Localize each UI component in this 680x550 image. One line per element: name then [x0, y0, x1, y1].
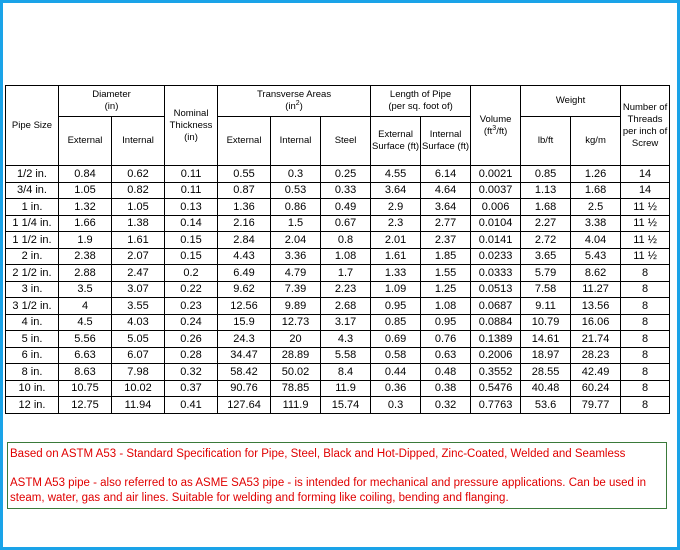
table-cell: 0.38	[421, 380, 471, 397]
table-cell: 2.07	[112, 248, 165, 265]
table-cell: 0.84	[59, 166, 112, 183]
header-internal-surface: Internal Surface (ft)	[421, 117, 471, 166]
table-cell: 0.32	[165, 364, 218, 381]
table-cell: 8	[621, 281, 670, 298]
table-cell: 0.95	[371, 298, 421, 315]
header-length-of-pipe	[371, 86, 471, 117]
header-area-internal: Internal	[271, 117, 321, 166]
table-cell: 6.07	[112, 347, 165, 364]
table-cell: 11 ½	[621, 199, 670, 216]
table-cell: 79.77	[571, 397, 621, 414]
table-cell: 28.23	[571, 347, 621, 364]
header-length-label: Length of Pipe	[389, 89, 452, 100]
table-cell: 0.32	[421, 397, 471, 414]
table-cell: 12.56	[218, 298, 271, 315]
table-cell: 0.11	[165, 182, 218, 199]
table-cell: 111.9	[271, 397, 321, 414]
table-cell: 42.49	[571, 364, 621, 381]
header-volume	[471, 86, 521, 166]
table-cell: 6.49	[218, 265, 271, 282]
table-cell: 0.23	[165, 298, 218, 315]
table-cell: 7.58	[521, 281, 571, 298]
table-cell: 5.79	[521, 265, 571, 282]
table-cell: 9.11	[521, 298, 571, 315]
table-cell: 0.3	[271, 166, 321, 183]
table-cell: 12.75	[59, 397, 112, 414]
table-cell: 0.13	[165, 199, 218, 216]
table-cell: 0.63	[421, 347, 471, 364]
header-weight-kg-m: kg/m	[571, 117, 621, 166]
table-row	[6, 364, 670, 381]
table-row	[6, 166, 670, 183]
table-cell: 0.87	[218, 182, 271, 199]
table-row	[6, 281, 670, 298]
table-cell: 1.5	[271, 215, 321, 232]
pipe-size-cell: 10 in.	[6, 380, 59, 397]
table-cell: 0.62	[112, 166, 165, 183]
header-diameter-external: External	[59, 117, 112, 166]
header-external-surface: External Surface (ft)	[371, 117, 421, 166]
table-cell: 8.62	[571, 265, 621, 282]
table-cell: 8	[621, 347, 670, 364]
header-nominal-thickness: Nominal Thickness (in)	[165, 86, 218, 166]
table-cell: 8	[621, 397, 670, 414]
table-cell: 0.0021	[471, 166, 521, 183]
table-cell: 1.38	[112, 215, 165, 232]
table-cell: 18.97	[521, 347, 571, 364]
table-cell: 1.13	[521, 182, 571, 199]
table-cell: 2.5	[571, 199, 621, 216]
pipe-size-cell: 4 in.	[6, 314, 59, 331]
table-cell: 0.0884	[471, 314, 521, 331]
table-cell: 10.79	[521, 314, 571, 331]
table-cell: 0.0333	[471, 265, 521, 282]
table-cell: 4.04	[571, 232, 621, 249]
table-cell: 4	[59, 298, 112, 315]
header-volume-unit: $(ft^3/ft)$	[483, 124, 508, 137]
table-cell: 3.07	[112, 281, 165, 298]
table-cell: 8	[621, 314, 670, 331]
table-cell: 5.43	[571, 248, 621, 265]
table-cell: 16.06	[571, 314, 621, 331]
table-cell: 0.33	[321, 182, 371, 199]
table-cell: 0.28	[165, 347, 218, 364]
table-cell: 0.006	[471, 199, 521, 216]
table-cell: 9.62	[218, 281, 271, 298]
table-row	[6, 331, 670, 348]
table-cell: 1.08	[321, 248, 371, 265]
table-cell: 4.5	[59, 314, 112, 331]
table-row	[6, 347, 670, 364]
pipe-size-cell: 3/4 in.	[6, 182, 59, 199]
table-cell: 40.48	[521, 380, 571, 397]
table-cell: 1.61	[371, 248, 421, 265]
table-cell: 0.85	[371, 314, 421, 331]
table-cell: 1.32	[59, 199, 112, 216]
pipe-size-cell: 1 in.	[6, 199, 59, 216]
table-cell: 15.9	[218, 314, 271, 331]
table-cell: 1.9	[59, 232, 112, 249]
table-cell: 2.27	[521, 215, 571, 232]
table-cell: 8	[621, 331, 670, 348]
table-cell: 1.68	[521, 199, 571, 216]
table-cell: 0.0233	[471, 248, 521, 265]
table-cell: 3.36	[271, 248, 321, 265]
table-cell: 0.15	[165, 248, 218, 265]
table-cell: 0.3552	[471, 364, 521, 381]
table-cell: 1.05	[59, 182, 112, 199]
pipe-size-cell: 8 in.	[6, 364, 59, 381]
table-cell: 13.56	[571, 298, 621, 315]
table-cell: 11 ½	[621, 215, 670, 232]
table-cell: 3.17	[321, 314, 371, 331]
table-cell: 14	[621, 166, 670, 183]
header-weight-lb-ft: lb/ft	[521, 117, 571, 166]
table-cell: 50.02	[271, 364, 321, 381]
table-cell: 10.02	[112, 380, 165, 397]
table-row	[6, 265, 670, 282]
table-cell: 53.6	[521, 397, 571, 414]
header-weight: Weight	[521, 86, 621, 117]
table-cell: 1.33	[371, 265, 421, 282]
pipe-size-cell: 1/2 in.	[6, 166, 59, 183]
table-cell: 0.26	[165, 331, 218, 348]
table-cell: 2.37	[421, 232, 471, 249]
table-cell: 0.2006	[471, 347, 521, 364]
pipe-size-cell: 2 1/2 in.	[6, 265, 59, 282]
pipe-size-cell: 12 in.	[6, 397, 59, 414]
header-transverse-areas	[218, 86, 371, 117]
table-cell: 3.55	[112, 298, 165, 315]
table-cell: 1.09	[371, 281, 421, 298]
table-cell: 8	[621, 298, 670, 315]
table-cell: 12.73	[271, 314, 321, 331]
table-cell: 3.38	[571, 215, 621, 232]
table-cell: 0.58	[371, 347, 421, 364]
table-cell: 10.75	[59, 380, 112, 397]
table-cell: 2.84	[218, 232, 271, 249]
table-cell: 2.16	[218, 215, 271, 232]
table-row	[6, 314, 670, 331]
table-cell: 3.5	[59, 281, 112, 298]
table-cell: 0.0141	[471, 232, 521, 249]
table-cell: 0.37	[165, 380, 218, 397]
table-cell: 11 ½	[621, 232, 670, 249]
table-cell: 0.22	[165, 281, 218, 298]
table-cell: 1.85	[421, 248, 471, 265]
table-cell: 0.95	[421, 314, 471, 331]
header-row-top	[6, 86, 670, 117]
table-cell: 28.55	[521, 364, 571, 381]
table-cell: 2.01	[371, 232, 421, 249]
table-cell: 127.64	[218, 397, 271, 414]
table-cell: 2.23	[321, 281, 371, 298]
pipe-size-cell: 1 1/2 in.	[6, 232, 59, 249]
table-cell: 0.53	[271, 182, 321, 199]
table-row	[6, 380, 670, 397]
table-cell: 0.7763	[471, 397, 521, 414]
table-cell: 0.11	[165, 166, 218, 183]
table-cell: 0.25	[321, 166, 371, 183]
table-cell: 0.69	[371, 331, 421, 348]
table-row	[6, 298, 670, 315]
table-cell: 24.3	[218, 331, 271, 348]
table-cell: 8	[621, 380, 670, 397]
table-cell: 4.79	[271, 265, 321, 282]
header-area-steel: Steel	[321, 117, 371, 166]
table-cell: 6.14	[421, 166, 471, 183]
table-cell: 15.74	[321, 397, 371, 414]
table-cell: 6.63	[59, 347, 112, 364]
table-cell: 21.74	[571, 331, 621, 348]
table-cell: 0.82	[112, 182, 165, 199]
table-cell: 0.55	[218, 166, 271, 183]
table-cell: 34.47	[218, 347, 271, 364]
table-cell: 0.8	[321, 232, 371, 249]
table-row	[6, 248, 670, 265]
table-cell: 1.66	[59, 215, 112, 232]
table-row	[6, 232, 670, 249]
table-cell: 7.98	[112, 364, 165, 381]
header-threads: Number of Threads per inch of Screw	[621, 86, 670, 166]
header-volume-label: Volume	[479, 113, 512, 125]
pipe-size-cell: 2 in.	[6, 248, 59, 265]
pipe-dimensions-table	[5, 85, 670, 414]
table-row	[6, 215, 670, 232]
header-transverse-unit: $(in^2)$	[285, 99, 303, 112]
table-cell: 90.76	[218, 380, 271, 397]
table-cell: 1.25	[421, 281, 471, 298]
table-cell: 4.3	[321, 331, 371, 348]
table-cell: 2.3	[371, 215, 421, 232]
table-cell: 4.64	[421, 182, 471, 199]
table-cell: 0.49	[321, 199, 371, 216]
table-cell: 14	[621, 182, 670, 199]
table-cell: 1.08	[421, 298, 471, 315]
table-cell: 2.88	[59, 265, 112, 282]
table-row	[6, 397, 670, 414]
table-cell: 3.64	[421, 199, 471, 216]
table-cell: 11 ½	[621, 248, 670, 265]
table-cell: 0.5476	[471, 380, 521, 397]
table-body	[6, 166, 670, 414]
table-cell: 3.64	[371, 182, 421, 199]
table-cell: 1.36	[218, 199, 271, 216]
header-transverse-label: Transverse Areas	[256, 89, 332, 100]
table-cell: 0.0513	[471, 281, 521, 298]
table-row	[6, 182, 670, 199]
table-cell: 0.1389	[471, 331, 521, 348]
table-cell: 1.61	[112, 232, 165, 249]
table-cell: 0.41	[165, 397, 218, 414]
note-description: ASTM A53 pipe - also referred to as ASME SA53 pipe - is intended for mechanical and pressure applications. Can be used in steam, water, gas and air lines. Suitable for welding and forming like coiling, bending and flanging.	[10, 477, 647, 504]
table-cell: 9.89	[271, 298, 321, 315]
table-cell: 28.89	[271, 347, 321, 364]
table-cell: 2.72	[521, 232, 571, 249]
table-cell: 2.47	[112, 265, 165, 282]
table-cell: 2.77	[421, 215, 471, 232]
table-cell: 4.03	[112, 314, 165, 331]
table-cell: 0.0687	[471, 298, 521, 315]
table-cell: 78.85	[271, 380, 321, 397]
table-cell: 11.9	[321, 380, 371, 397]
pipe-size-cell: 1 1/4 in.	[6, 215, 59, 232]
table-cell: 0.15	[165, 232, 218, 249]
table-cell: 8.63	[59, 364, 112, 381]
table-cell: 4.43	[218, 248, 271, 265]
table-cell: 0.85	[521, 166, 571, 183]
table-cell: 1.26	[571, 166, 621, 183]
pipe-size-cell: 6 in.	[6, 347, 59, 364]
table-cell: 2.38	[59, 248, 112, 265]
table-cell: 1.05	[112, 199, 165, 216]
table-cell: 1.68	[571, 182, 621, 199]
header-length-unit: (per sq. foot of)	[388, 101, 453, 112]
table-cell: 5.05	[112, 331, 165, 348]
table-cell: 7.39	[271, 281, 321, 298]
header-diameter-internal: Internal	[112, 117, 165, 166]
table-cell: 0.0104	[471, 215, 521, 232]
table-cell: 58.42	[218, 364, 271, 381]
table-cell: 2.68	[321, 298, 371, 315]
table-cell: 14.61	[521, 331, 571, 348]
table-cell: 1.55	[421, 265, 471, 282]
table-cell: 60.24	[571, 380, 621, 397]
table-cell: 0.76	[421, 331, 471, 348]
table-cell: 0.2	[165, 265, 218, 282]
specification-note	[7, 442, 667, 509]
header-diameter-unit: (in)	[104, 101, 119, 112]
pipe-size-cell: 3 in.	[6, 281, 59, 298]
table-cell: 0.36	[371, 380, 421, 397]
table-cell: 2.04	[271, 232, 321, 249]
table-cell: 0.3	[371, 397, 421, 414]
pipe-size-cell: 5 in.	[6, 331, 59, 348]
table-cell: 0.86	[271, 199, 321, 216]
table-cell: 2.9	[371, 199, 421, 216]
table-row	[6, 199, 670, 216]
table-cell: 5.56	[59, 331, 112, 348]
table-cell: 8.4	[321, 364, 371, 381]
table-cell: 20	[271, 331, 321, 348]
pipe-size-cell: 3 1/2 in.	[6, 298, 59, 315]
header-row-bottom	[6, 117, 670, 166]
table-cell: 3.65	[521, 248, 571, 265]
header-diameter	[59, 86, 165, 117]
table-cell: 11.94	[112, 397, 165, 414]
header-area-external: External	[218, 117, 271, 166]
table-cell: 0.48	[421, 364, 471, 381]
table-cell: 5.58	[321, 347, 371, 364]
table-cell: 8	[621, 364, 670, 381]
table-cell: 0.44	[371, 364, 421, 381]
table-cell: 0.24	[165, 314, 218, 331]
note-standard: Based on ASTM A53 - Standard Specification for Pipe, Steel, Black and Hot-Dipped, Zinc-Coated, Welded and Seamless	[10, 448, 626, 460]
header-diameter-label: Diameter	[92, 89, 131, 100]
table-cell: 0.14	[165, 215, 218, 232]
table-cell: 0.67	[321, 215, 371, 232]
table-cell: 0.0037	[471, 182, 521, 199]
table-cell: 8	[621, 265, 670, 282]
table-cell: 11.27	[571, 281, 621, 298]
header-pipe-size: Pipe Size	[6, 86, 59, 166]
table-cell: 4.55	[371, 166, 421, 183]
table-cell: 1.7	[321, 265, 371, 282]
